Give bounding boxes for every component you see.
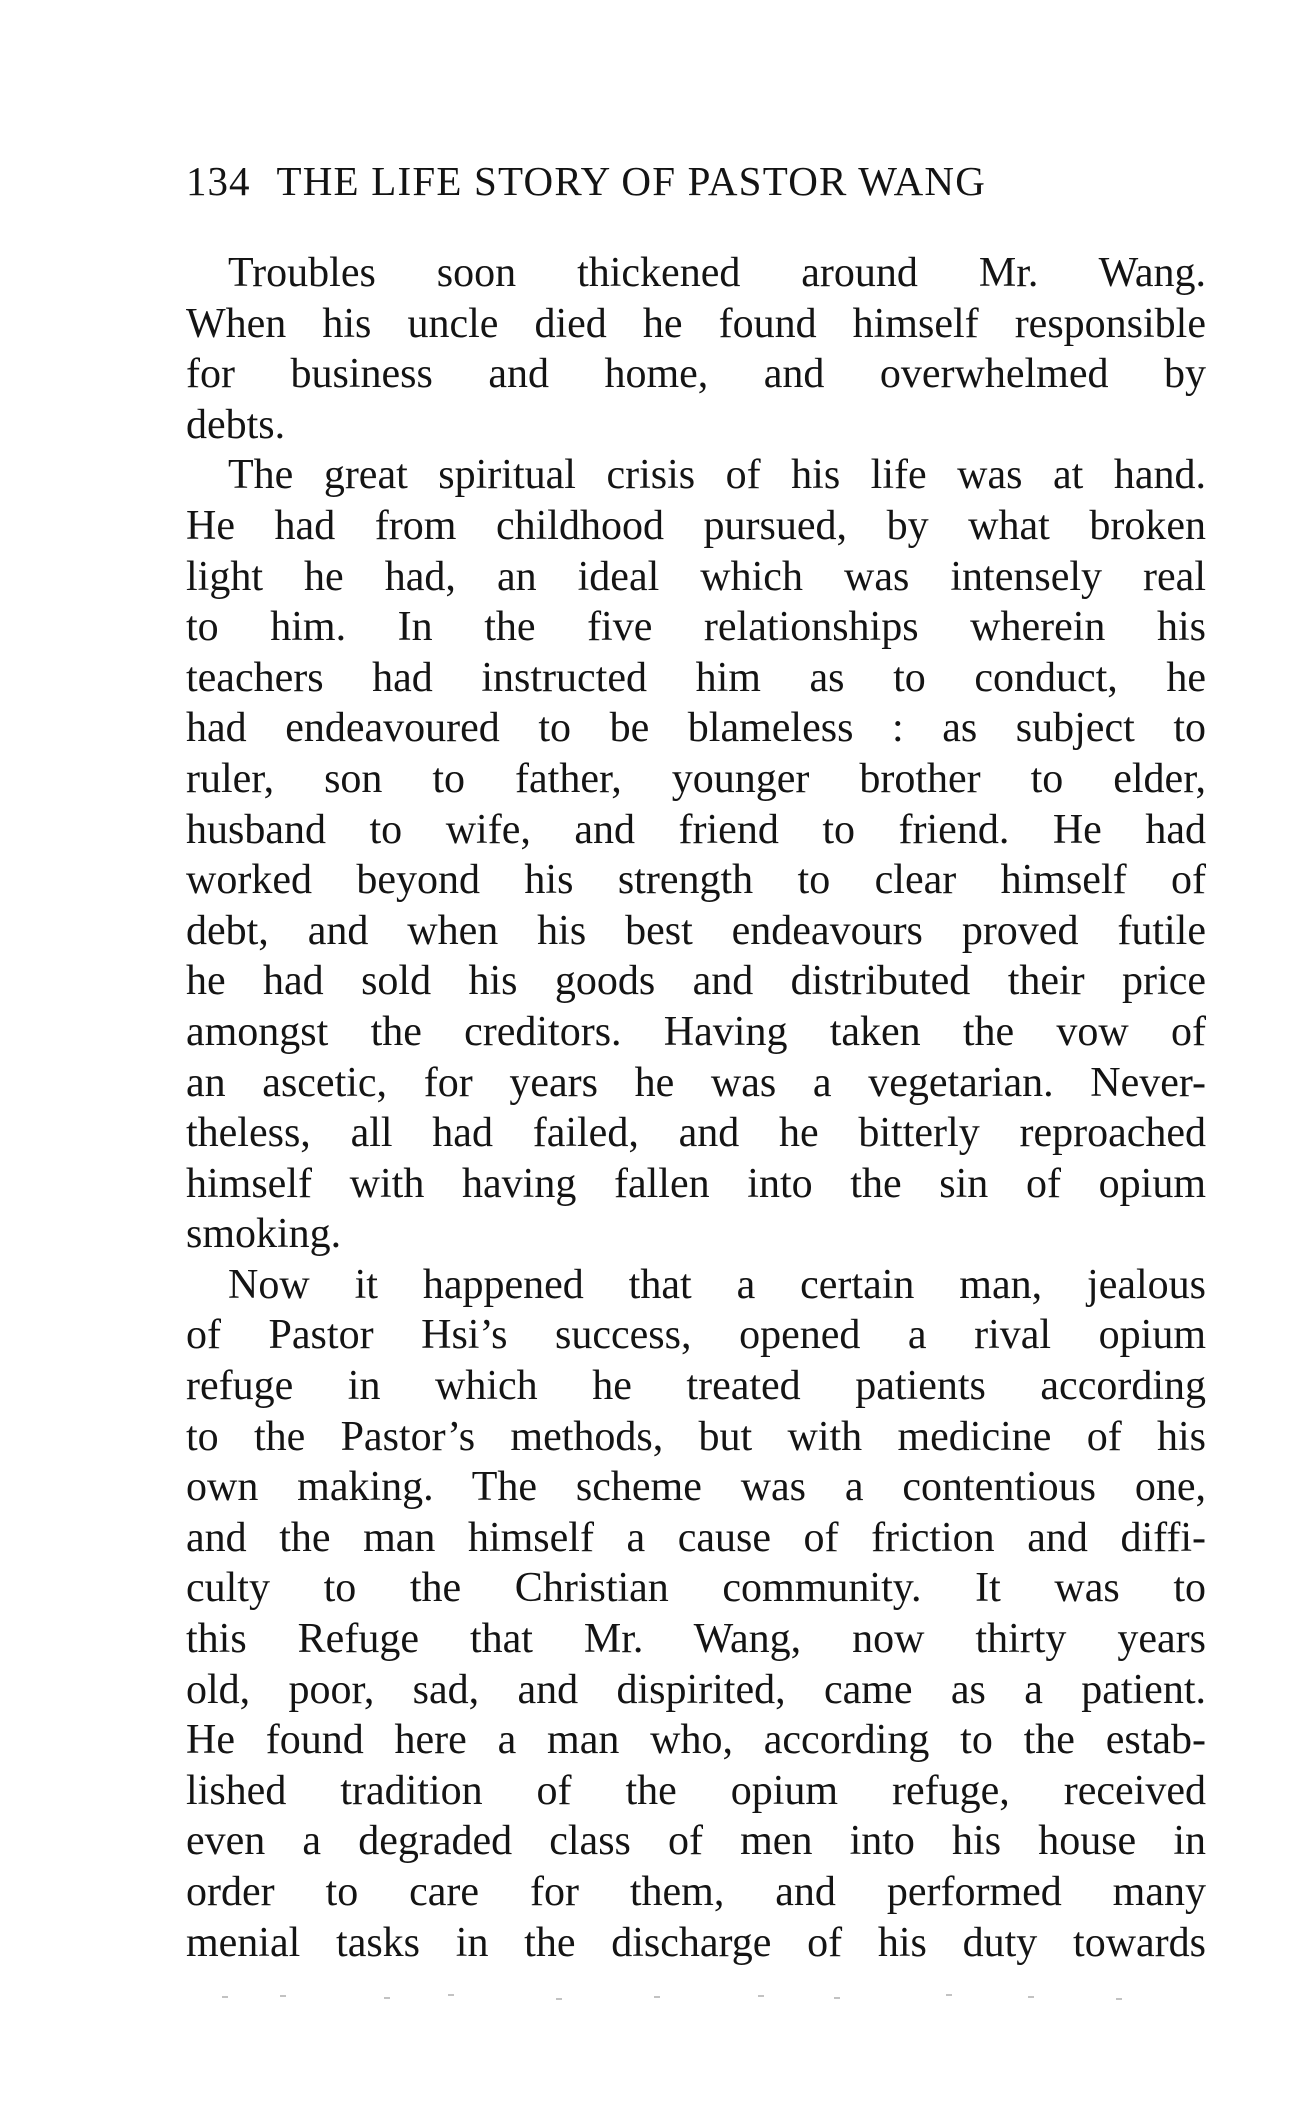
text-line: He had from childhood pursued, by what broken <box>186 502 1206 549</box>
text-line: The great spiritual crisis of his life was at hand. <box>228 452 1206 499</box>
scan-speck <box>1028 1996 1034 1998</box>
scan-speck <box>448 1994 454 1996</box>
text-line: Now it happened that a certain man, jealous <box>228 1261 1206 1308</box>
text-line: had endeavoured to be blameless : as subject to <box>186 705 1206 752</box>
text-line: theless, all had failed, and he bitterly reproached <box>186 1110 1206 1157</box>
text-line: He found here a man who, according to the estab- <box>186 1717 1206 1764</box>
text-line: to the Pastor’s methods, but with medicine of his <box>186 1413 1206 1460</box>
text-line: refuge in which he treated patients according <box>186 1363 1206 1410</box>
text-line: culty to the Christian community. It was to <box>186 1565 1206 1612</box>
text-line: husband to wife, and friend to friend. He had <box>186 806 1206 853</box>
text-line: smoking. <box>186 1211 342 1258</box>
scan-speck <box>654 1996 660 1998</box>
text-line: lished tradition of the opium refuge, received <box>186 1767 1206 1814</box>
text-line: worked beyond his strength to clear himself of <box>186 857 1206 904</box>
text-line: this Refuge that Mr. Wang, now thirty years <box>186 1616 1206 1663</box>
text-line: even a degraded class of men into his house in <box>186 1818 1206 1865</box>
scan-speck <box>384 1997 390 1999</box>
text-line: light he had, an ideal which was intensely real <box>186 553 1206 600</box>
text-line: ruler, son to father, younger brother to elder, <box>186 755 1206 802</box>
scan-speck <box>758 1995 764 1997</box>
text-line: and the man himself a cause of friction and diffi- <box>186 1514 1206 1561</box>
text-line: old, poor, sad, and dispirited, came as a patient. <box>186 1666 1206 1713</box>
text-line: own making. The scheme was a contentious one, <box>186 1464 1206 1511</box>
scan-speck <box>556 1998 562 2000</box>
body-text <box>186 248 1206 1968</box>
running-head <box>186 150 1206 212</box>
text-line: an ascetic, for years he was a vegetarian. Never- <box>186 1059 1206 1106</box>
scan-speck <box>222 1996 228 1998</box>
book-page <box>186 150 1206 1968</box>
text-line: for business and home, and overwhelmed by <box>186 351 1206 398</box>
page-number: 134 <box>186 158 251 204</box>
text-line: teachers had instructed him as to conduct, he <box>186 654 1206 701</box>
scan-speck <box>280 1995 286 1997</box>
scan-speck <box>834 1997 840 1999</box>
scan-artifacts <box>186 1992 1206 2012</box>
text-line: to him. In the five relationships wherein his <box>186 604 1206 651</box>
text-line: amongst the creditors. Having taken the vow of <box>186 1008 1206 1055</box>
running-title: THE LIFE STORY OF PASTOR WANG <box>276 158 987 204</box>
scan-speck <box>946 1994 952 1996</box>
scan-speck <box>1116 1998 1122 2000</box>
text-line: he had sold his goods and distributed their price <box>186 958 1206 1005</box>
text-line: himself with having fallen into the sin of opium <box>186 1160 1206 1207</box>
text-line: debt, and when his best endeavours proved futile <box>186 907 1206 954</box>
text-line: order to care for them, and performed many <box>186 1869 1206 1915</box>
text-line: Troubles soon thickened around Mr. Wang. <box>228 250 1206 296</box>
text-line: When his uncle died he found himself responsible <box>186 300 1206 347</box>
text-line: menial tasks in the discharge of his duty towards <box>186 1919 1206 1966</box>
text-line: debts. <box>186 401 286 448</box>
text-line: of Pastor Hsi’s success, opened a rival opium <box>186 1312 1206 1359</box>
